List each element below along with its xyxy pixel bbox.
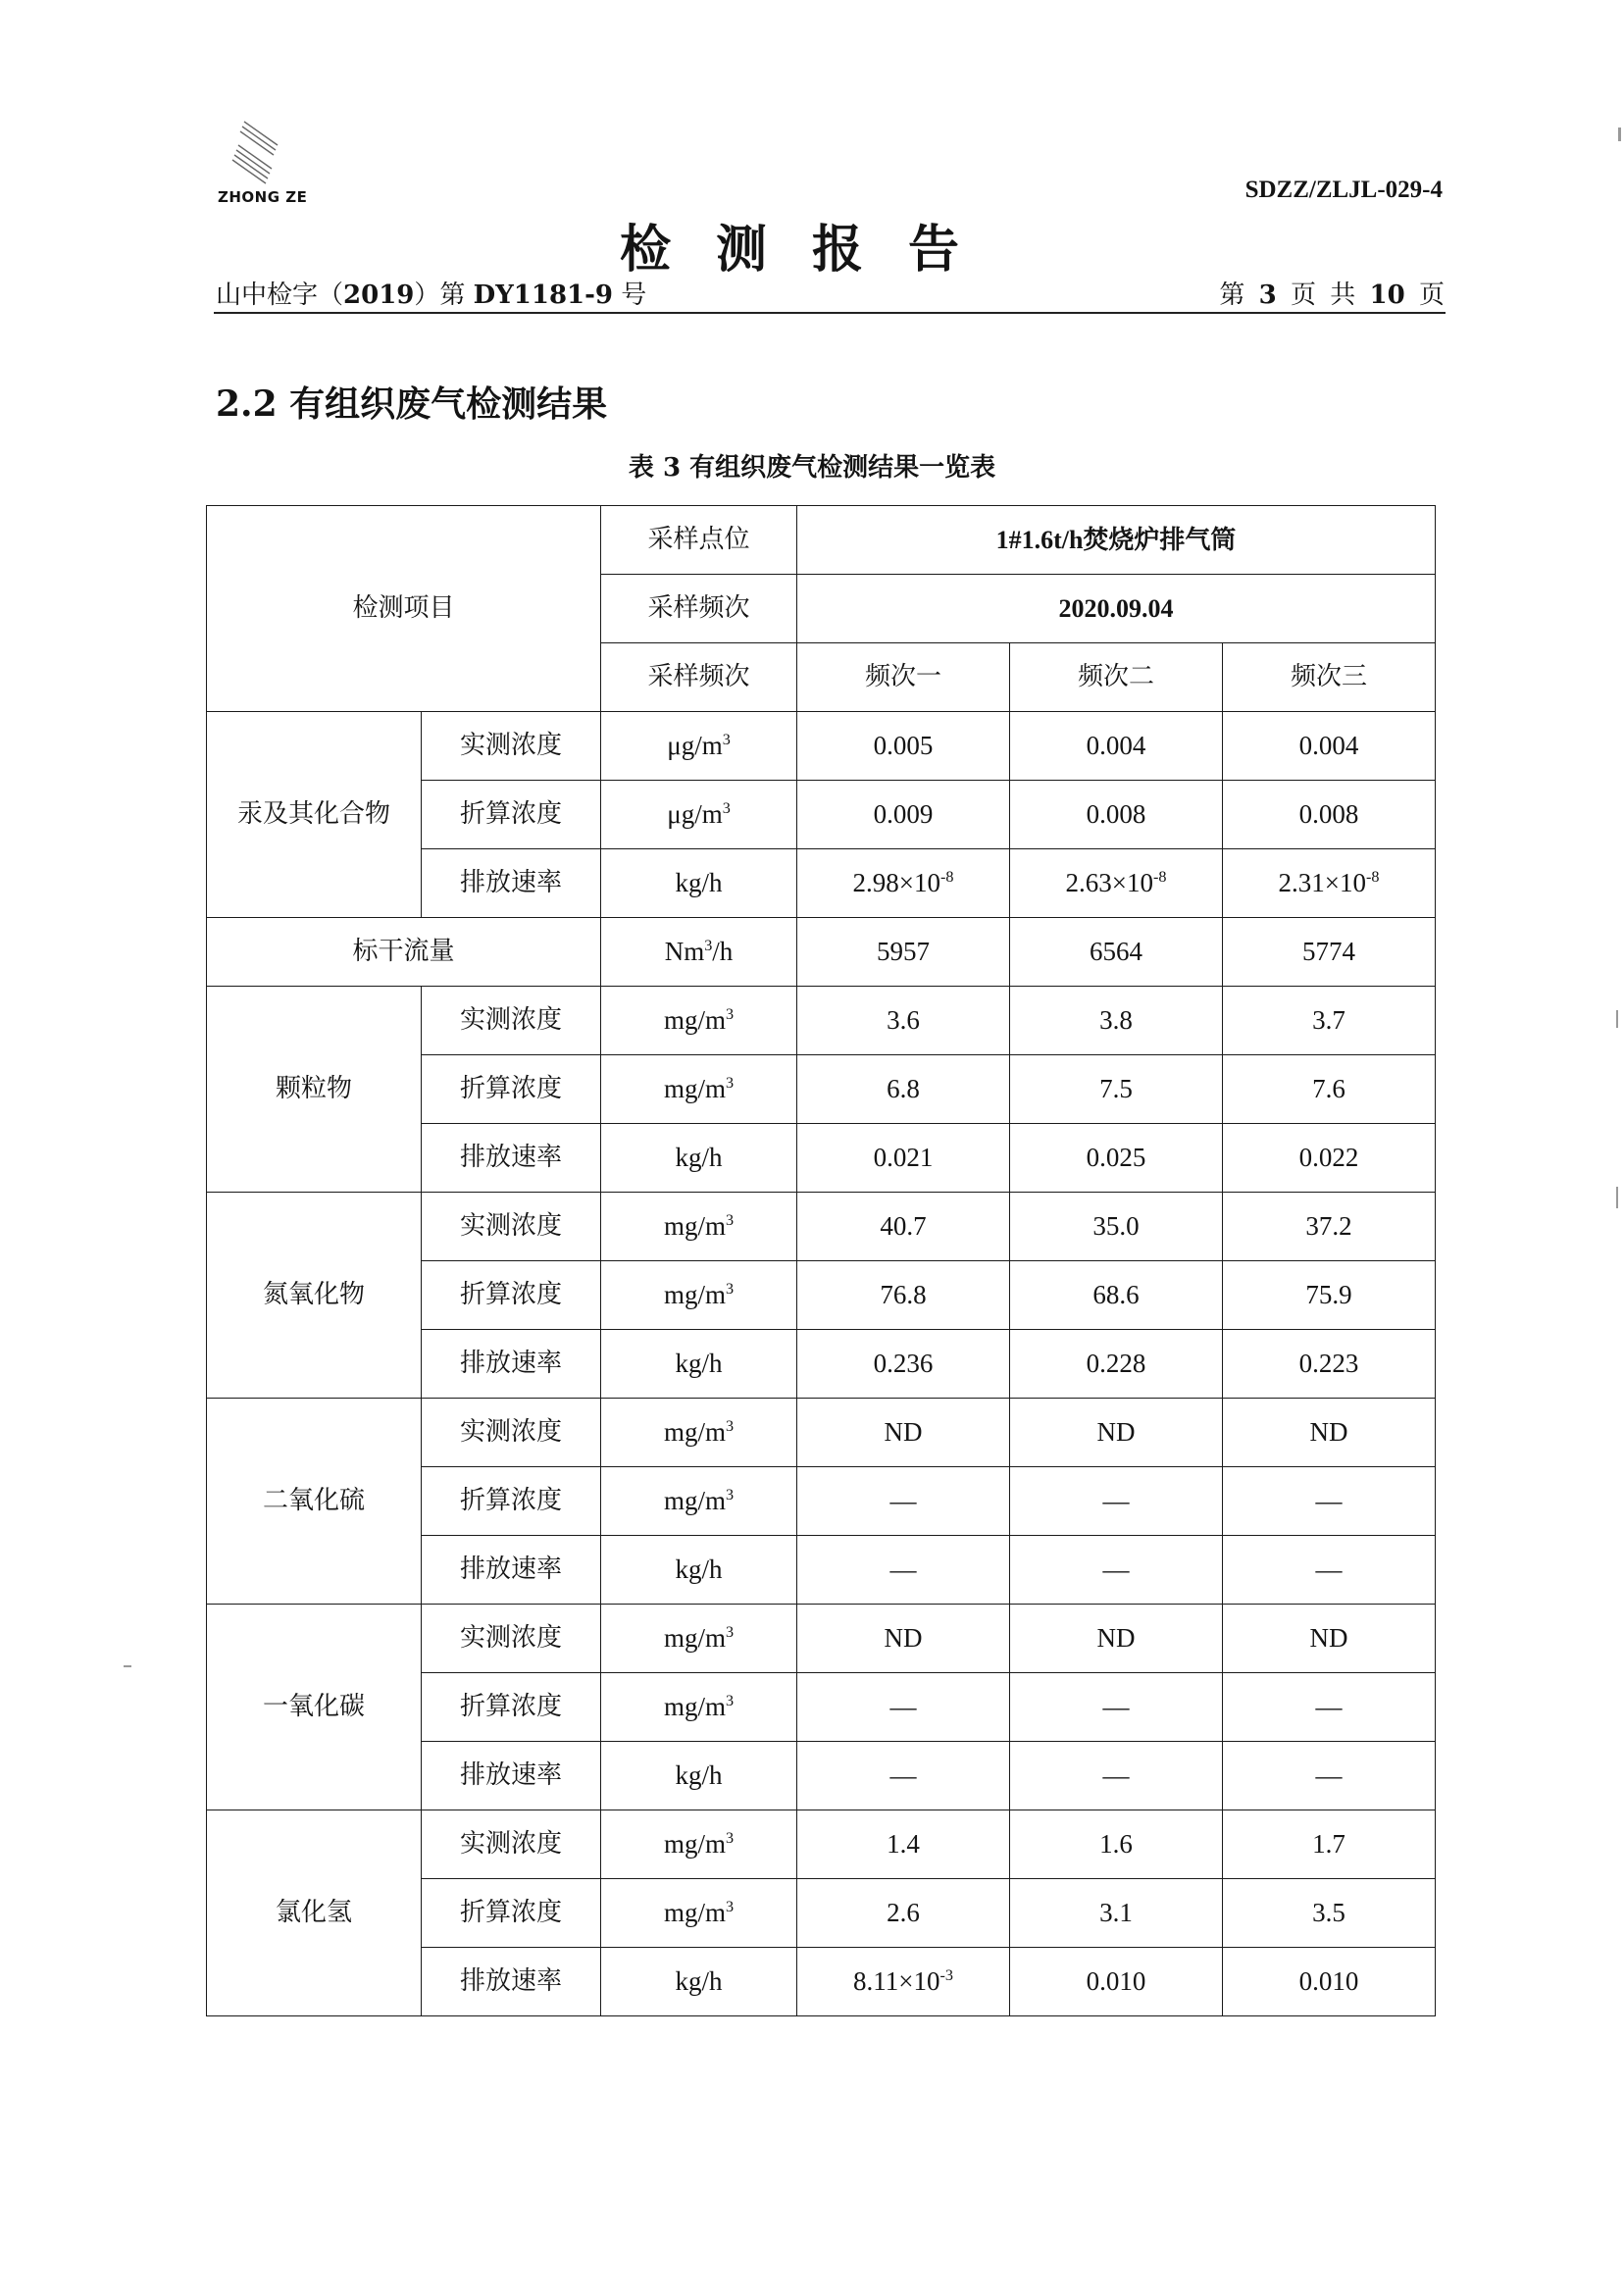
value-cell: ND — [797, 1399, 1010, 1467]
site-value: 1#1.6t/h焚烧炉排气筒 — [797, 506, 1436, 575]
value-cell: 5774 — [1223, 918, 1436, 987]
page-indicator: 第 3 页 共 10 页 — [1219, 280, 1445, 310]
item-header: 检测项目 — [207, 506, 601, 712]
date-label: 采样频次 — [601, 575, 797, 643]
unit-cell: $mg/m^3$ — [601, 1810, 797, 1879]
header-divider — [214, 312, 1446, 314]
value-cell: 0.008 — [1010, 781, 1223, 849]
value-cell: 3.8 — [1010, 987, 1223, 1055]
value-cell: ND — [1223, 1399, 1436, 1467]
report-number: 山中检字（2019）第 DY1181-9 号 — [216, 280, 647, 310]
pollutant-name: 二氧化硫 — [207, 1399, 422, 1605]
pollutant-name: 一氧化碳 — [207, 1605, 422, 1810]
table-row — [207, 1605, 1436, 1673]
value-cell: 0.236 — [797, 1330, 1010, 1399]
value-cell: 76.8 — [797, 1261, 1010, 1330]
unit-cell: $mg/m^3$ — [601, 1193, 797, 1261]
scan-speck — [124, 1665, 131, 1667]
table-row — [207, 918, 1436, 987]
table-row — [207, 1810, 1436, 1879]
value-cell: 0.022 — [1223, 1124, 1436, 1193]
value-cell: 7.6 — [1223, 1055, 1436, 1124]
value-cell: 0.004 — [1010, 712, 1223, 781]
value-cell: 1.6 — [1010, 1810, 1223, 1879]
value-cell: — — [1010, 1536, 1223, 1605]
metric-label: 折算浓度 — [422, 1467, 601, 1536]
value-cell: — — [1223, 1742, 1436, 1810]
unit-cell: $mg/m^3$ — [601, 1879, 797, 1948]
unit-cell: kg/h — [601, 1742, 797, 1810]
unit-cell: kg/h — [601, 1124, 797, 1193]
value-cell: — — [797, 1467, 1010, 1536]
metric-label: 排放速率 — [422, 1124, 601, 1193]
value-cell: 3.6 — [797, 987, 1010, 1055]
scan-speck — [1618, 127, 1621, 141]
value-cell: 7.5 — [1010, 1055, 1223, 1124]
section-title: 2.2 有组织废气检测结果 — [216, 383, 608, 425]
value-cell: — — [1010, 1673, 1223, 1742]
unit-cell: $mg/m^3$ — [601, 1467, 797, 1536]
freq-col: 频次二 — [1010, 643, 1223, 712]
metric-label: 折算浓度 — [422, 1055, 601, 1124]
value-cell: 75.9 — [1223, 1261, 1436, 1330]
value-cell: — — [1223, 1536, 1436, 1605]
site-label: 采样点位 — [601, 506, 797, 575]
value-cell: ND — [797, 1605, 1010, 1673]
value-cell: $8.11\times 10^{-3}$ — [797, 1948, 1010, 2016]
value-cell: 37.2 — [1223, 1193, 1436, 1261]
value-cell: $2.31\times 10^{-8}$ — [1223, 849, 1436, 918]
value-cell: $2.63\times 10^{-8}$ — [1010, 849, 1223, 918]
value-cell: 3.7 — [1223, 987, 1436, 1055]
unit-cell: $mg/m^3$ — [601, 1605, 797, 1673]
value-cell: 0.004 — [1223, 712, 1436, 781]
document-code: SDZZ/ZLJL-029-4 — [1244, 177, 1443, 203]
freq-col: 频次一 — [797, 643, 1010, 712]
results-table — [206, 505, 1436, 2016]
value-cell: — — [1010, 1742, 1223, 1810]
table-row — [207, 987, 1436, 1055]
freq-col: 频次三 — [1223, 643, 1436, 712]
pollutant-name: 汞及其化合物 — [207, 712, 422, 918]
metric-label: 实测浓度 — [422, 1810, 601, 1879]
pollutant-name: 氯化氢 — [207, 1810, 422, 2016]
date-value: 2020.09.04 — [797, 575, 1436, 643]
pollutant-name: 氮氧化物 — [207, 1193, 422, 1399]
metric-label: 折算浓度 — [422, 1879, 601, 1948]
pollutant-name: 颗粒物 — [207, 987, 422, 1193]
unit-cell: kg/h — [601, 1536, 797, 1605]
metric-label: 实测浓度 — [422, 1605, 601, 1673]
unit-cell: $mg/m^3$ — [601, 1055, 797, 1124]
value-cell: 0.010 — [1010, 1948, 1223, 2016]
value-cell: 3.1 — [1010, 1879, 1223, 1948]
table-caption: 表 3 有组织废气检测结果一览表 — [628, 453, 996, 483]
table-row — [207, 1193, 1436, 1261]
metric-label: 排放速率 — [422, 1742, 601, 1810]
metric-label: 折算浓度 — [422, 1673, 601, 1742]
value-cell: — — [797, 1673, 1010, 1742]
metric-label: 折算浓度 — [422, 781, 601, 849]
metric-label: 实测浓度 — [422, 712, 601, 781]
value-cell: 1.7 — [1223, 1810, 1436, 1879]
unit-cell: $mg/m^3$ — [601, 987, 797, 1055]
report-title: 检测报告 — [619, 220, 1004, 280]
value-cell: — — [797, 1742, 1010, 1810]
unit-cell: $mg/m^3$ — [601, 1261, 797, 1330]
value-cell: 40.7 — [797, 1193, 1010, 1261]
freq-label: 采样频次 — [601, 643, 797, 712]
value-cell: 6564 — [1010, 918, 1223, 987]
value-cell: 0.009 — [797, 781, 1010, 849]
value-cell: 1.4 — [797, 1810, 1010, 1879]
value-cell: 0.223 — [1223, 1330, 1436, 1399]
metric-label: 实测浓度 — [422, 1399, 601, 1467]
metric-label: 排放速率 — [422, 1948, 601, 2016]
unit-cell: $\mu g/m^3$ — [601, 781, 797, 849]
value-cell: 0.021 — [797, 1124, 1010, 1193]
unit-cell: $\mu g/m^3$ — [601, 712, 797, 781]
value-cell: 35.0 — [1010, 1193, 1223, 1261]
scan-speck — [1616, 1010, 1618, 1028]
metric-label: 排放速率 — [422, 1330, 601, 1399]
value-cell: 2.6 — [797, 1879, 1010, 1948]
value-cell: $2.98\times 10^{-8}$ — [797, 849, 1010, 918]
value-cell: 0.005 — [797, 712, 1010, 781]
value-cell: — — [1223, 1673, 1436, 1742]
metric-label: 排放速率 — [422, 1536, 601, 1605]
scan-speck — [1616, 1187, 1618, 1208]
value-cell: ND — [1223, 1605, 1436, 1673]
unit-cell: Nm$^3$/h — [601, 918, 797, 987]
value-cell: 6.8 — [797, 1055, 1010, 1124]
value-cell: ND — [1010, 1605, 1223, 1673]
metric-label: 折算浓度 — [422, 1261, 601, 1330]
value-cell: 0.025 — [1010, 1124, 1223, 1193]
value-cell: 3.5 — [1223, 1879, 1436, 1948]
value-cell: ND — [1010, 1399, 1223, 1467]
value-cell: 0.010 — [1223, 1948, 1436, 2016]
table-row — [207, 712, 1436, 781]
value-cell: 5957 — [797, 918, 1010, 987]
value-cell: — — [1223, 1467, 1436, 1536]
table-row — [207, 1399, 1436, 1467]
unit-cell: kg/h — [601, 1330, 797, 1399]
value-cell: 0.228 — [1010, 1330, 1223, 1399]
flow-label: 标干流量 — [207, 918, 601, 987]
metric-label: 排放速率 — [422, 849, 601, 918]
metric-label: 实测浓度 — [422, 987, 601, 1055]
value-cell: 0.008 — [1223, 781, 1436, 849]
logo-text: ZHONG ZE — [218, 188, 308, 206]
unit-cell: $mg/m^3$ — [601, 1399, 797, 1467]
value-cell: 68.6 — [1010, 1261, 1223, 1330]
value-cell: — — [1010, 1467, 1223, 1536]
unit-cell: $mg/m^3$ — [601, 1673, 797, 1742]
unit-cell: kg/h — [601, 849, 797, 918]
metric-label: 实测浓度 — [422, 1193, 601, 1261]
value-cell: — — [797, 1536, 1010, 1605]
unit-cell: kg/h — [601, 1948, 797, 2016]
table-header-row — [207, 506, 1436, 575]
